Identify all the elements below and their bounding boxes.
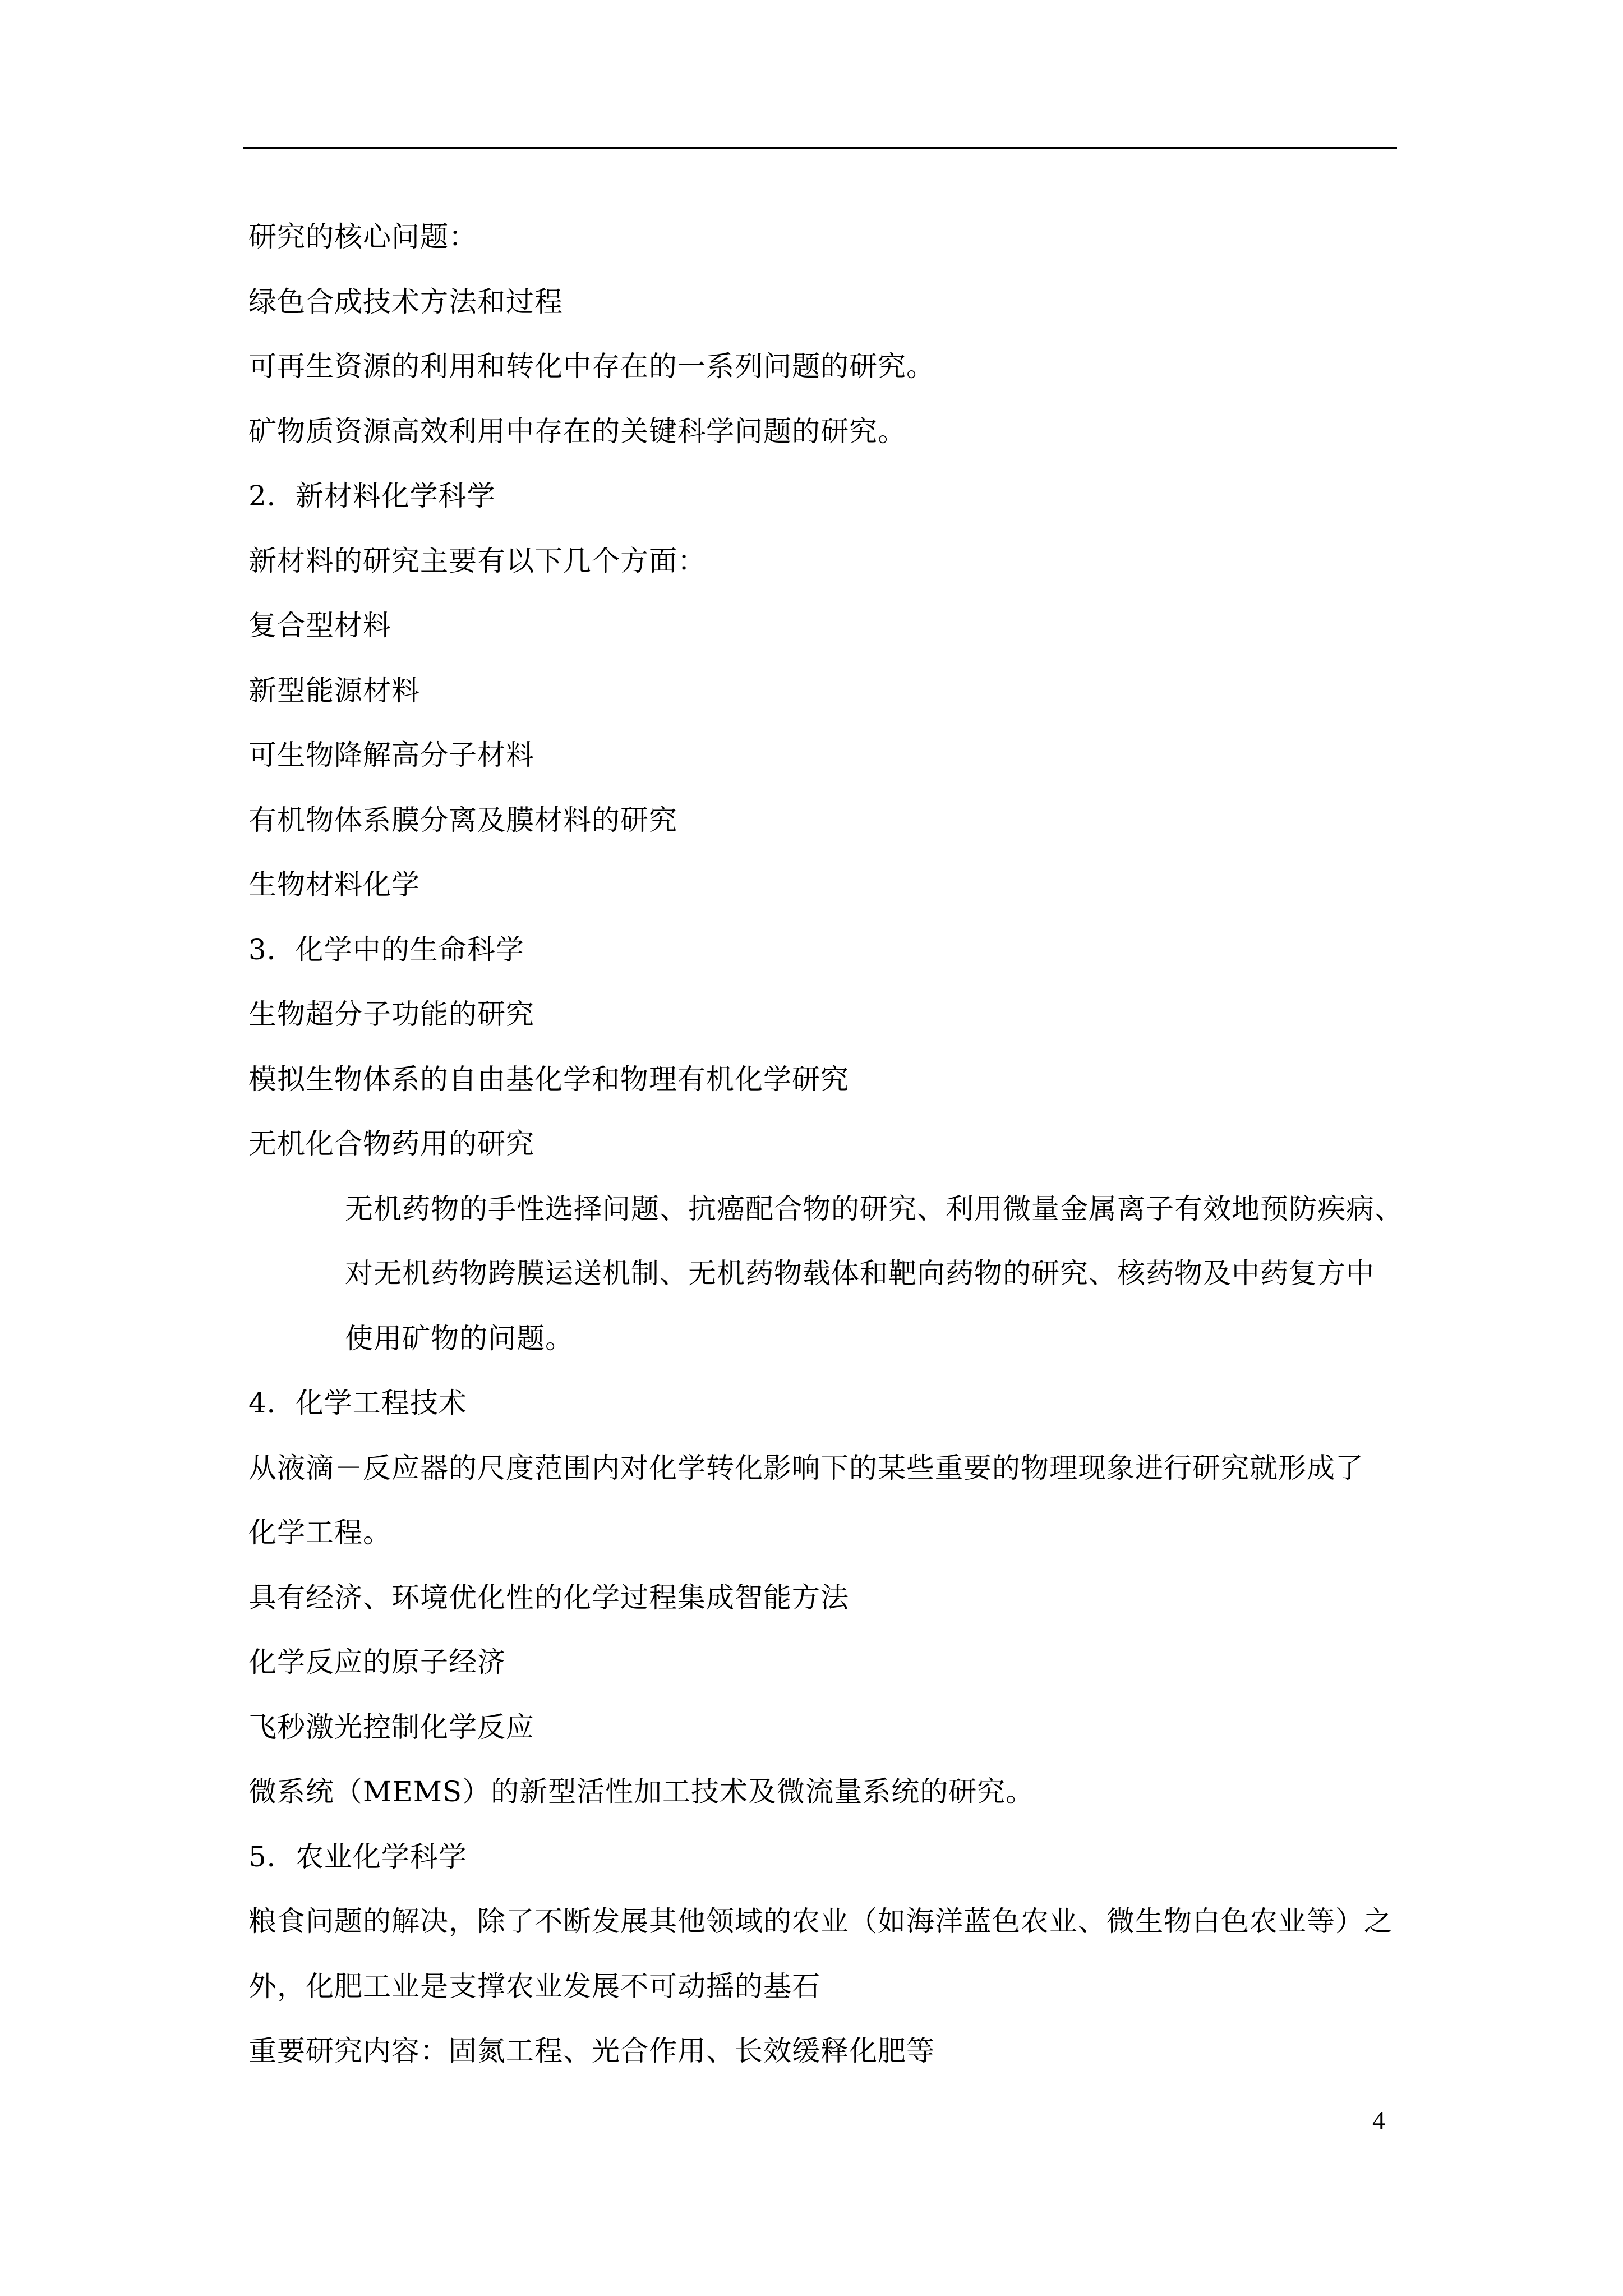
list-item: 微系统（MEMS）的新型活性加工技术及微流量系统的研究。: [248, 1775, 1035, 1808]
text-line: 粮食问题的解决，除了不断发展其他领域的农业（如海洋蓝色农业、微生物白色农业等）之: [248, 1905, 1393, 1938]
document-body: [248, 205, 1404, 2084]
text-line: 外，化肥工业是支撑农业发展不可动摇的基石: [248, 1970, 820, 2003]
list-item: 飞秒激光控制化学反应: [248, 1710, 534, 1743]
text-line: 绿色合成技术方法和过程: [248, 285, 563, 318]
list-item: 生物材料化学: [248, 868, 420, 901]
list-item: 可生物降解高分子材料: [248, 739, 534, 771]
list-item: 模拟生物体系的自由基化学和物理有机化学研究: [248, 1062, 849, 1096]
text-line: 新材料的研究主要有以下几个方面：: [248, 544, 706, 577]
text-line: 研究的核心问题：: [248, 220, 477, 253]
list-item: 无机化合物药用的研究: [248, 1128, 534, 1160]
list-item: 新型能源材料: [248, 674, 420, 707]
list-item: 复合型材料: [248, 609, 391, 642]
list-item: 具有经济、环境优化性的化学过程集成智能方法: [248, 1581, 849, 1614]
text-line: 从液滴－反应器的尺度范围内对化学转化影响下的某些重要的物理现象进行研究就形成了: [248, 1451, 1364, 1484]
header-rule: [243, 147, 1397, 149]
list-item: 有机物体系膜分离及膜材料的研究: [248, 803, 677, 836]
list-item: 生物超分子功能的研究: [248, 998, 534, 1030]
section-heading: 2．新材料化学科学: [248, 480, 496, 512]
text-line: 可再生资源的利用和转化中存在的一系列问题的研究。: [248, 350, 935, 383]
section-heading: 5．农业化学科学: [248, 1840, 467, 1873]
list-item: 化学反应的原子经济: [248, 1646, 506, 1678]
section-heading: 4．化学工程技术: [248, 1387, 467, 1419]
indented-paragraph-line: 使用矿物的问题。: [345, 1322, 574, 1355]
section-heading: 3．化学中的生命科学: [248, 933, 524, 966]
text-line: 化学工程。: [248, 1516, 391, 1549]
indented-paragraph-line: 对无机药物跨膜运送机制、无机药物载体和靶向药物的研究、核药物及中药复方中: [345, 1257, 1375, 1290]
text-line: 矿物质资源高效利用中存在的关键科学问题的研究。: [248, 415, 906, 448]
text-line: 重要研究内容：固氮工程、光合作用、长效缓释化肥等: [248, 2035, 935, 2067]
indented-paragraph-line: 无机药物的手性选择问题、抗癌配合物的研究、利用微量金属离子有效地预防疾病、: [345, 1192, 1403, 1225]
page-number: 4: [1372, 2106, 1385, 2134]
